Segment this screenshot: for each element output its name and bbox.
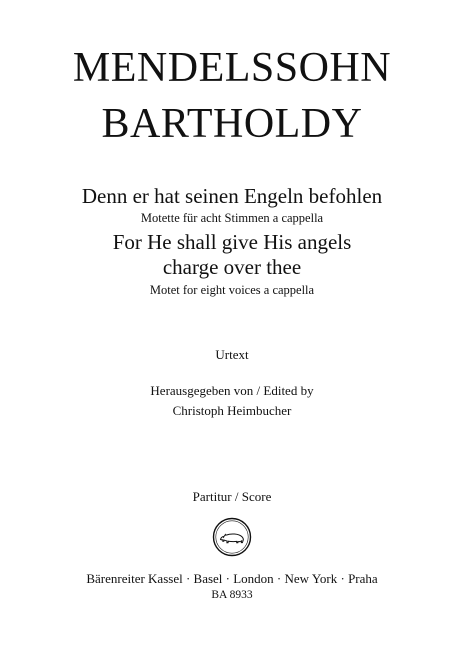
editor-name: Christoph Heimbucher	[172, 403, 292, 418]
work-title-german: Denn er hat seinen Engeln befohlen	[81, 184, 383, 208]
catalog-number: BA 8933	[211, 589, 253, 601]
format-label: Partitur / Score	[192, 489, 272, 504]
work-title-english-line2: charge over thee	[162, 255, 302, 279]
baerenreiter-bear-logo-icon	[212, 517, 252, 557]
work-subtitle-german: Motette für acht Stimmen a cappella	[140, 211, 324, 225]
urtext-label: Urtext	[215, 347, 249, 362]
edited-by-label: Herausgegeben von / Edited by	[150, 383, 314, 398]
work-subtitle-english: Motet for eight voices a cappella	[149, 283, 315, 297]
work-title-english-line1: For He shall give His angels	[112, 230, 352, 254]
publisher-line: Bärenreiter Kassel · Basel · London · New York · Praha	[86, 571, 378, 586]
composer-name-line2: BARTHOLDY	[101, 101, 363, 147]
composer-name-line1: MENDELSSOHN	[72, 45, 392, 91]
